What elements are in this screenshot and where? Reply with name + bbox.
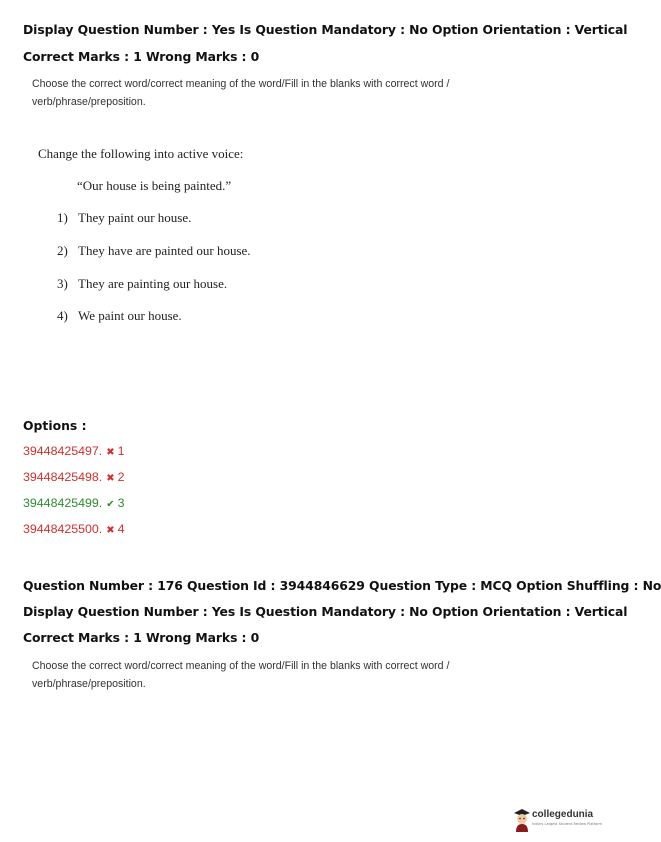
q1-instruction-line-1: Choose the correct word/correct meaning of the word/Fill in the blanks with correct word / (32, 78, 450, 90)
logo-tagline: India's Largest Student Review Platform (532, 822, 602, 826)
choice-text: We paint our house. (78, 308, 182, 323)
q1-meta-line-2: Correct Marks : 1 Wrong Marks : 0 (23, 49, 260, 64)
question-choice-2 (57, 243, 251, 259)
option-row-4 (23, 522, 125, 536)
choice-text: They are painting our house. (78, 276, 228, 291)
q2-instruction-line-2: verb/phrase/preposition. (32, 678, 146, 690)
choice-number: 1) (57, 210, 68, 225)
option-number: 2 (117, 470, 125, 484)
option-row-3 (23, 496, 125, 510)
option-row-2 (23, 470, 125, 484)
check-icon: ✔ (106, 499, 115, 510)
q1-instruction (32, 75, 462, 111)
cross-icon: ✖ (106, 447, 115, 458)
option-number: 4 (117, 522, 125, 536)
option-row-1 (23, 444, 125, 458)
mascot-icon (512, 806, 532, 832)
choice-text: They paint our house. (78, 210, 192, 225)
question-choice-4 (57, 308, 182, 324)
q2-meta-line-1: Display Question Number : Yes Is Question Mandatory : No Option Orientation : Vertical (23, 604, 628, 619)
question-choice-1 (57, 210, 191, 226)
cross-icon: ✖ (106, 525, 115, 536)
choice-number: 2) (57, 243, 68, 258)
collegedunia-logo (512, 806, 602, 834)
logo-wordmark: collegedunia (532, 809, 594, 820)
options-label: Options : (23, 418, 87, 433)
q2-instruction-line-1: Choose the correct word/correct meaning of the word/Fill in the blanks with correct word / (32, 660, 450, 672)
option-number: 3 (117, 496, 125, 510)
choice-number: 3) (57, 276, 68, 291)
question-prompt: Change the following into active voice: (38, 146, 244, 161)
option-number: 1 (117, 444, 125, 458)
question-sentence: “Our house is being painted.” (77, 178, 232, 193)
option-id: 39448425499. (23, 496, 103, 510)
q2-instruction (32, 657, 462, 693)
q1-instruction-line-2: verb/phrase/preposition. (32, 96, 146, 108)
q2-meta-line-2: Correct Marks : 1 Wrong Marks : 0 (23, 630, 260, 645)
choice-number: 4) (57, 308, 68, 323)
q2-meta-line-0: Question Number : 176 Question Id : 3944846629 Question Type : MCQ Option Shuffling : No (23, 578, 661, 593)
option-id: 39448425497. (23, 444, 103, 458)
question-choice-3 (57, 276, 227, 292)
cross-icon: ✖ (106, 473, 115, 484)
option-id: 39448425500. (23, 522, 103, 536)
q1-meta-line-1: Display Question Number : Yes Is Question Mandatory : No Option Orientation : Vertical (23, 22, 628, 37)
option-id: 39448425498. (23, 470, 103, 484)
choice-text: They have are painted our house. (78, 243, 251, 258)
